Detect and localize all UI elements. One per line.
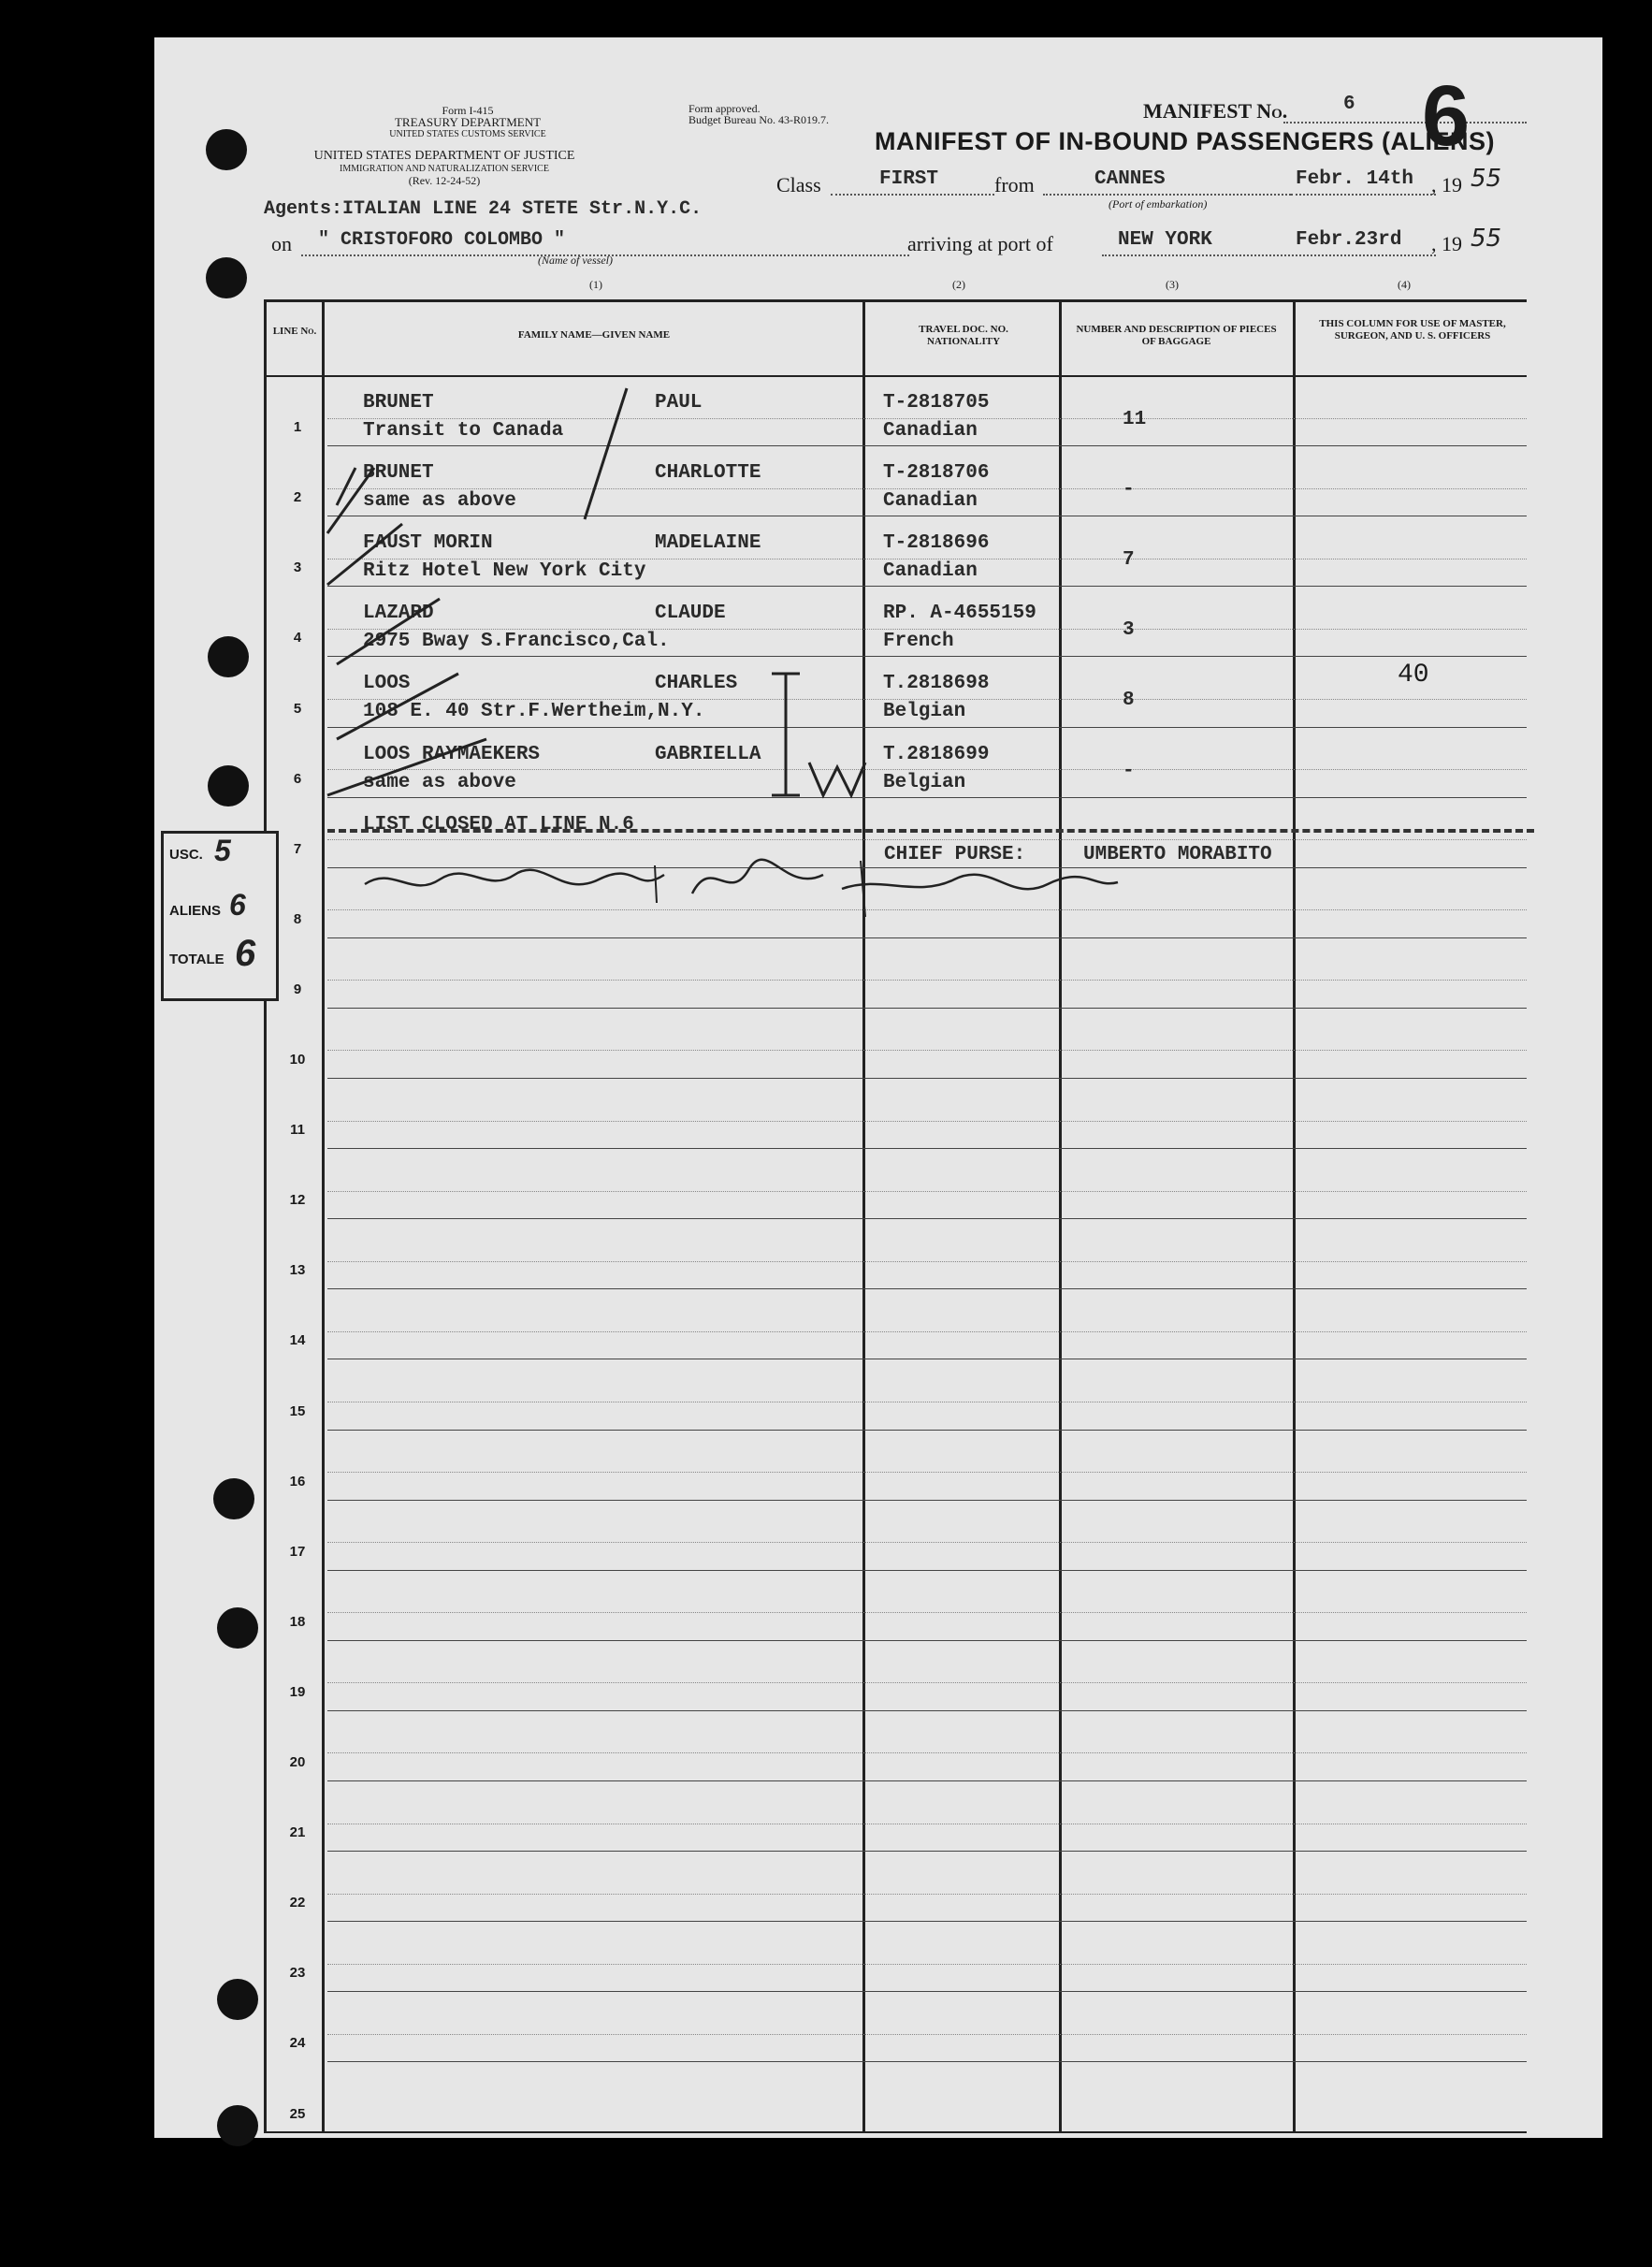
punch-hole <box>206 257 247 298</box>
row-mid-rule <box>327 1682 1527 1683</box>
address: Ritz Hotel New York City <box>363 560 646 583</box>
address: 108 E. 40 Str.F.Wertheim,N.Y. <box>363 701 705 723</box>
line-number: 11 <box>290 1122 305 1139</box>
given-name: CLAUDE <box>655 603 726 625</box>
row-mid-rule <box>327 839 1527 840</box>
row-mid-rule <box>327 1050 1527 1051</box>
revision-date: (Rev. 12-24-52) <box>408 174 481 187</box>
row-mid-rule <box>327 1612 1527 1613</box>
line-number: 25 <box>289 2105 306 2122</box>
form-number: Form I-415 <box>442 104 494 117</box>
line-number: 8 <box>293 910 302 927</box>
family-name: LOOS <box>363 673 411 695</box>
nationality: Canadian <box>883 490 978 513</box>
usc-label: USC. <box>169 847 203 863</box>
arriving-label: arriving at port of <box>907 232 1053 255</box>
baggage-count: 3 <box>1123 619 1135 642</box>
departure-date: Febr. 14th <box>1296 168 1414 190</box>
from-value: CANNES <box>1094 168 1166 190</box>
row-mid-rule <box>327 1331 1527 1332</box>
row-rule <box>327 2061 1527 2062</box>
line-number: 19 <box>289 1683 306 1700</box>
row-rule <box>327 1078 1527 1079</box>
address: same as above <box>363 771 516 793</box>
row-rule <box>327 1851 1527 1852</box>
col-number-2: (2) <box>952 278 965 291</box>
on-label: on <box>271 232 292 255</box>
budget-bureau: Budget Bureau No. 43-R019.7. <box>688 113 829 126</box>
aliens-label: ALIENS <box>169 903 222 919</box>
nationality: Belgian <box>883 771 966 793</box>
address: 2975 Bway S.Francisco,Cal. <box>363 631 670 653</box>
agents: Agents:ITALIAN LINE 24 STETE Str.N.Y.C. <box>264 198 703 220</box>
manifest-no-stamp: 6 <box>1422 68 1471 164</box>
totale-label: TOTALE <box>169 952 225 967</box>
punch-hole <box>213 1478 254 1519</box>
row-mid-rule <box>327 1191 1527 1192</box>
check-marks <box>318 384 879 805</box>
row-rule <box>327 1640 1527 1641</box>
class-value: FIRST <box>879 168 939 190</box>
row-rule <box>327 1218 1527 1219</box>
row-rule <box>327 1148 1527 1149</box>
col-number-3: (3) <box>1166 278 1179 291</box>
line-number: 24 <box>289 2035 306 2052</box>
line-number: 20 <box>289 1754 306 1770</box>
travel-doc-no: T.2818698 <box>883 673 990 695</box>
address: same as above <box>363 490 516 513</box>
baggage-count: - <box>1123 760 1135 782</box>
col-header-officers: THIS COLUMN FOR USE OF MASTER, SURGEON, AND U. S. OFFICERS <box>1319 318 1506 342</box>
closing-dashed-line <box>327 829 1534 833</box>
travel-doc-no: RP. A-4655159 <box>883 603 1036 625</box>
line-number: 10 <box>289 1052 306 1068</box>
col-header-baggage: NUMBER AND DESCRIPTION OF PIECES OF BAGGAGE <box>1076 324 1277 347</box>
line-number: 2 <box>293 489 302 506</box>
customs-service: UNITED STATES CUSTOMS SERVICE <box>389 129 546 139</box>
col-number-4: (4) <box>1398 278 1411 291</box>
line-number: 4 <box>293 630 302 647</box>
line-number: 15 <box>289 1402 306 1419</box>
given-name: PAUL <box>655 392 703 414</box>
line-number: 18 <box>289 1613 306 1630</box>
row-rule <box>327 1008 1527 1009</box>
row-mid-rule <box>327 1964 1527 1965</box>
chief-purser-name: UMBERTO MORABITO <box>1083 844 1272 865</box>
row-mid-rule <box>327 1121 1527 1122</box>
row-mid-rule <box>327 1261 1527 1262</box>
officer-note: 40 <box>1398 661 1429 690</box>
manifest-no-label: MANIFEST No. <box>1143 99 1288 123</box>
departure-year: 55 <box>1471 165 1502 193</box>
arrival-date: Febr.23rd <box>1296 229 1402 251</box>
given-name: MADELAINE <box>655 532 761 555</box>
row-rule <box>327 1430 1527 1431</box>
table-bottom-border <box>264 2131 1527 2133</box>
table-top-border <box>264 299 1527 302</box>
arrival-port: NEW YORK <box>1118 229 1212 251</box>
given-name: GABRIELLA <box>655 743 761 765</box>
col-divider-doc <box>1059 299 1062 2133</box>
vessel-note: (Name of vessel) <box>538 254 613 267</box>
line-number: 3 <box>293 559 302 576</box>
given-name: CHARLOTTE <box>655 462 761 485</box>
form-approved: Form approved. <box>688 102 761 115</box>
family-name: BRUNET <box>363 462 434 485</box>
line-number: 9 <box>293 981 302 997</box>
totale-value: 6 <box>235 933 256 974</box>
arrival-year-prefix: , 19 <box>1431 232 1462 255</box>
arrival-year: 55 <box>1471 225 1502 253</box>
line-number: 17 <box>289 1543 306 1560</box>
line-number: 1 <box>293 419 302 436</box>
line-number: 21 <box>289 1824 306 1841</box>
line-number: 16 <box>289 1473 306 1490</box>
table-header-divider <box>264 375 1527 377</box>
ins-service: IMMIGRATION AND NATURALIZATION SERVICE <box>340 164 549 174</box>
row-rule <box>327 1570 1527 1571</box>
row-mid-rule <box>327 1894 1527 1895</box>
col-header-doc: TRAVEL DOC. NO. NATIONALITY <box>919 324 1008 347</box>
family-name: LOOS RAYMAEKERS <box>363 743 541 765</box>
row-mid-rule <box>327 1472 1527 1473</box>
row-mid-rule <box>327 1542 1527 1543</box>
travel-doc-no: T-2818705 <box>883 392 990 414</box>
handwritten-signature <box>355 847 1123 922</box>
line-number: 6 <box>293 770 302 787</box>
totals-box <box>161 831 279 1001</box>
departure-year-prefix: , 19 <box>1431 173 1462 196</box>
nationality: French <box>883 631 954 653</box>
punch-hole <box>217 1979 258 2020</box>
col-header-name: FAMILY NAME—GIVEN NAME <box>517 329 671 341</box>
row-rule <box>327 1500 1527 1501</box>
family-name: FAUST MORIN <box>363 532 493 555</box>
port-of-embarkation-note: (Port of embarkation) <box>1109 197 1208 211</box>
travel-doc-no: T-2818696 <box>883 532 990 555</box>
justice-dept: UNITED STATES DEPARTMENT OF JUSTICE <box>313 149 575 163</box>
punch-hole <box>208 765 249 807</box>
vessel-name: " CRISTOFORO COLOMBO " <box>318 229 566 251</box>
row-mid-rule <box>327 1752 1527 1753</box>
row-rule <box>327 937 1527 938</box>
family-name: LAZARD <box>363 603 434 625</box>
given-name: CHARLES <box>655 673 738 695</box>
nationality: Canadian <box>883 560 978 583</box>
list-closed-note: LIST CLOSED AT LINE N.6 <box>363 814 634 836</box>
line-number: 12 <box>289 1192 306 1209</box>
baggage-count: 11 <box>1123 409 1147 430</box>
travel-doc-no: T.2818699 <box>883 743 990 765</box>
baggage-count: - <box>1123 479 1135 501</box>
col-number-1: (1) <box>589 278 602 291</box>
col-header-line: LINE No. <box>272 326 317 337</box>
table-left-border <box>264 299 267 2133</box>
baggage-count: 8 <box>1123 690 1135 712</box>
punch-hole <box>217 1607 258 1649</box>
chief-purser-label: CHIEF PURSE: <box>884 844 1026 865</box>
row-rule <box>327 1991 1527 1992</box>
col-divider-baggage <box>1293 299 1296 2133</box>
line-number: 7 <box>293 840 302 857</box>
line-number: 13 <box>289 1262 306 1279</box>
punch-hole <box>217 2105 258 2146</box>
nationality: Belgian <box>883 701 966 723</box>
address: Transit to Canada <box>363 420 564 442</box>
travel-doc-no: T-2818706 <box>883 462 990 485</box>
row-mid-rule <box>327 2034 1527 2035</box>
line-number: 22 <box>289 1895 306 1911</box>
manifest-no-typed: 6 <box>1343 94 1355 115</box>
row-rule <box>327 1710 1527 1711</box>
line-number: 14 <box>289 1332 306 1349</box>
nationality: Canadian <box>883 420 978 442</box>
line-number: 23 <box>289 1965 306 1982</box>
treasury-dept: TREASURY DEPARTMENT <box>394 115 542 129</box>
aliens-value: 6 <box>229 888 246 922</box>
from-label: from <box>994 173 1035 196</box>
class-label: Class <box>776 173 821 196</box>
line-number: 5 <box>293 700 302 717</box>
row-rule <box>327 1288 1527 1289</box>
baggage-count: 7 <box>1123 549 1135 572</box>
row-rule <box>327 1921 1527 1922</box>
punch-hole <box>206 129 247 170</box>
usc-value: 5 <box>214 834 231 867</box>
family-name: BRUNET <box>363 392 434 414</box>
row-mid-rule <box>327 980 1527 981</box>
punch-hole <box>208 636 249 677</box>
form-title: MANIFEST OF IN-BOUND PASSENGERS (ALIENS) <box>875 127 1496 155</box>
row-rule <box>327 1780 1527 1781</box>
